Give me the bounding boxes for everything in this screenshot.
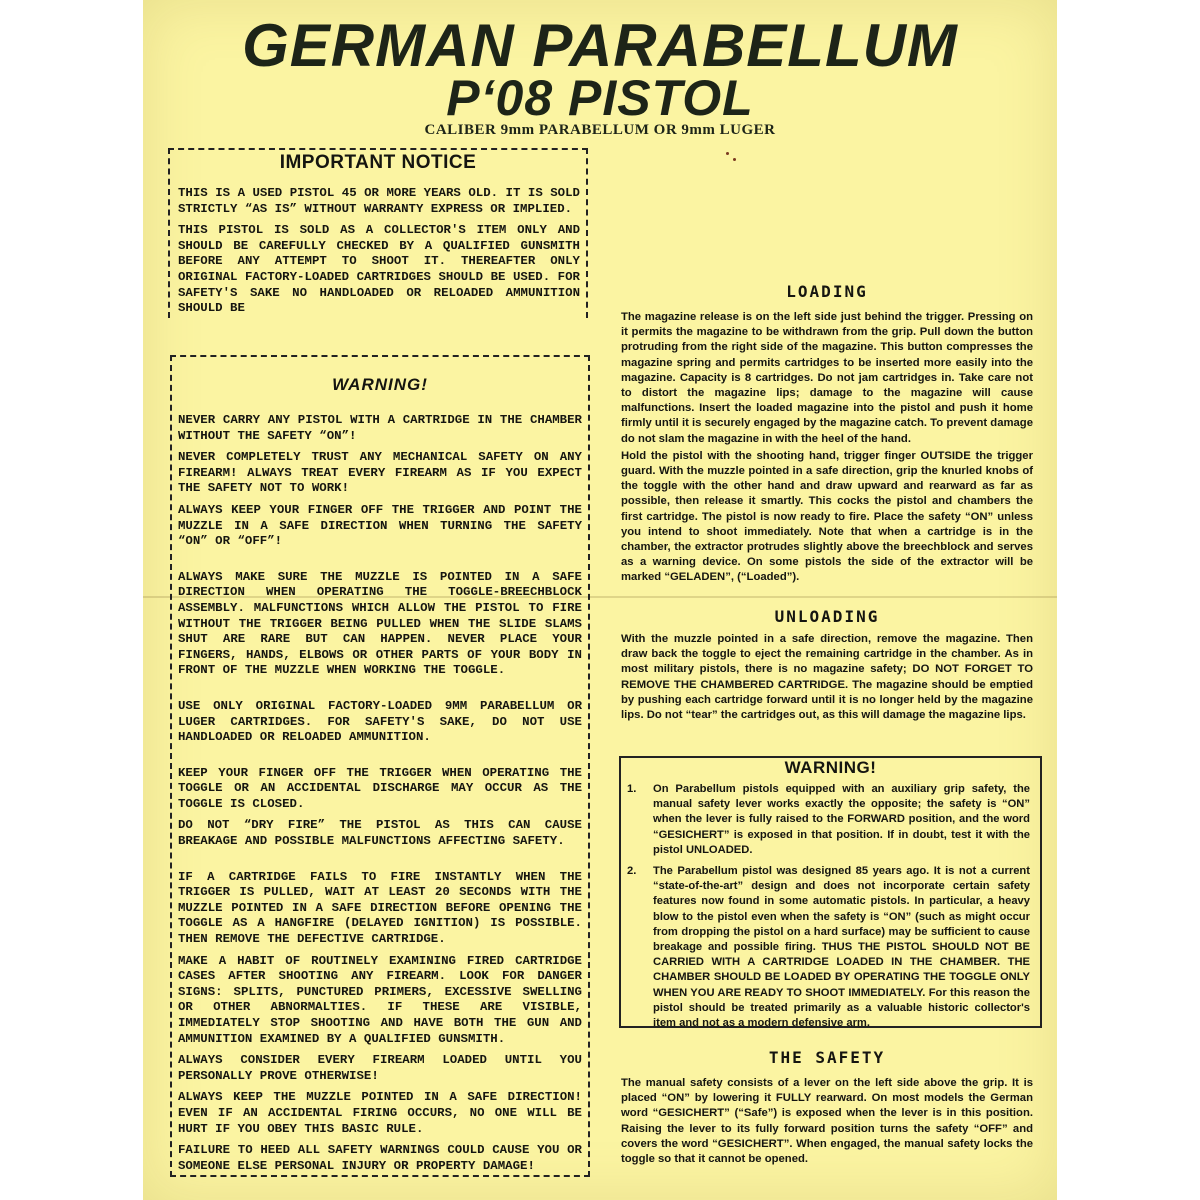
paragraph-gap [178,556,582,570]
paragraph-gap [178,856,582,870]
title-line-1: GERMAN PARABELLUM [242,12,958,79]
loading-heading: LOADING [786,282,868,301]
warning-paragraph: MAKE A HABIT OF ROUTINELY EXAMINING FIRED CARTRIDGE CASES AFTER SHOOTING ANY FIREARM. LOOK FOR DANGER SIGNS: SPLITS, PUNCTURED PRIMERS, EXCESSIVE SWELLING OR OTHER ABNORMALTIES. IF THESE ARE VISIBLE, IMMEDIATELY STOP SHOOTING AND HAVE BOTH THE GUN AND AMMUNITION EXAMINED BY A QUALIFIED GUNSMITH. [178,953,582,1046]
paragraph-gap [178,685,582,699]
item-text: On Parabellum pistols equipped with an auxiliary grip safety, the manual safety lever works exactly the opposite; the safety is “ON” when the lever is fully raised to the FORWARD position, and the word “GESICHERT” is exposed in that position. If in doubt, test it with the pistol UNLOADED. [653,783,1030,856]
warning-paragraph: NEVER CARRY ANY PISTOL WITH A CARTRIDGE IN THE CHAMBER WITHOUT THE SAFETY “ON”! [178,413,582,443]
warning-list-item [621,782,1030,858]
unloading-body [621,632,1033,725]
paragraph-gap [178,752,582,766]
notice-paragraph: THIS PISTOL IS SOLD AS A COLLECTOR'S ITEM ONLY AND SHOULD BE CAREFULLY CHECKED BY A QUALIFIED GUNSMITH BEFORE ANY ATTEMPT TO SHOOT IT. THEREAFTER ONLY ORIGINAL FACTORY-LOADED CARTRIDGES SHOULD BE USED. FOR SAFETY'S SAKE NO HANDLOADED OR RELOADED AMMUNITION SHOULD BE [178,223,580,316]
warning-list [621,782,1040,1031]
warning-paragraph: ALWAYS MAKE SURE THE MUZZLE IS POINTED IN A SAFE DIRECTION WHEN OPERATING THE TOGGLE-BREECHBLOCK ASSEMBLY. MALFUNCTIONS WHICH ALLOW THE PISTOL TO FIRE WITHOUT THE TRIGGER BEING PULLED WHEN THE SLIDE SLAMS SHUT ARE RARE BUT CAN HAPPEN. NEVER PLACE YOUR FINGERS, HANDS, ELBOWS OR OTHER PARTS OF YOUR BODY IN FRONT OF THE MUZZLE WHEN WORKING THE TOGGLE. [178,569,582,678]
warning-paragraph: DO NOT “DRY FIRE” THE PISTOL AS THIS CAN CAUSE BREAKAGE AND POSSIBLE MALFUNCTIONS AFFECTING SAFETY. [178,818,582,849]
warning-paragraph: NEVER COMPLETELY TRUST ANY MECHANICAL SAFETY ON ANY FIREARM! ALWAYS TREAT EVERY FIREARM AS IF YOU EXPECT THE SAFETY NOT TO WORK! [178,450,582,496]
warning-paragraph: IF A CARTRIDGE FAILS TO FIRE INSTANTLY WHEN THE TRIGGER IS PULLED, WAIT AT LEAST 20 SECONDS WITH THE MUZZLE POINTED IN A SAFE DIRECTION BEFORE OPENING THE TOGGLE AS A HANGFIRE (DELAYED IGNITION) IS POSSIBLE. THEN REMOVE THE DEFECTIVE CARTRIDGE. [178,869,582,947]
warning-list-item [621,864,1030,1031]
safety-paragraph: The manual safety consists of a lever on the left side above the grip. It is placed “ON” by lowering it FULLY rearward. On most models the German word “GESICHERT” (“Safe”) is exposed when the lever is in this position. Raising the lever to its fully forward position turns the safety “OFF” and covers the word “GESICHERT”. When engaged, the manual safety locks the toggle so that it cannot be opened. [621,1077,1033,1166]
warning-paragraph: ALWAYS KEEP THE MUZZLE POINTED IN A SAFE DIRECTION! EVEN IF AN ACCIDENTAL FIRING OCCURS, NO ONE WILL BE HURT IF YOU OBEY THIS BASIC RULE. [178,1090,582,1136]
warning-paragraph: ALWAYS CONSIDER EVERY FIREARM LOADED UNTIL YOU PERSONALLY PROVE OTHERWISE! [178,1053,582,1083]
caliber-subtitle: CALIBER 9mm PARABELLUM OR 9mm LUGER [424,122,776,138]
item-number: 2. [627,865,637,878]
warning-left-body [172,413,588,1174]
warning-paragraph: ALWAYS KEEP YOUR FINGER OFF THE TRIGGER AND POINT THE MUZZLE IN A SAFE DIRECTION WHEN TURNING THE SAFETY “ON” OR “OFF”! [178,502,582,549]
unloading-paragraph: With the muzzle pointed in a safe direction, remove the magazine. Then draw back the toggle to eject the remaining cartridge in the chamber. As in most military pistols, there is no magazine safety; DO NOT FORGET TO REMOVE THE CHAMBERED CARTRIDGE. The magazine should be emptied by pushing each cartridge forward until it is no longer held by the magazine lips. Do not “tear” the cartridges out, as this will damage the magazine lips. [621,633,1033,722]
notice-title: IMPORTANT NOTICE [279,152,477,173]
notice-paragraph: THIS IS A USED PISTOL 45 OR MORE YEARS OLD. IT IS SOLD STRICTLY “AS IS” WITHOUT WARRANTY EXPRESS OR IMPLIED. [178,186,580,216]
loading-paragraph: Hold the pistol with the shooting hand, trigger finger OUTSIDE the trigger guard. With the muzzle pointed in a safe direction, grip the knurled knobs of the toggle with the other hand and draw upward and rearward as far as possible, then release it smartly. This cocks the pistol and chambers the first cartridge. The pistol is now ready to fire. Place the safety “ON” unless you intend to shoot immediately. Note that when a cartridge is in the chamber, the extractor protrudes slightly above the breechblock and serves as a warning device. On some pistols the side of the extractor will be marked “GELADEN”, (“Loaded”). [621,449,1033,584]
safety-heading: THE SAFETY [768,1048,886,1067]
item-text: The Parabellum pistol was designed 85 years ago. It is not a current “state-of-the-art” design and does not incorporate certain safety features now found in some automatic pistols. In particular, a heavy blow to the pistol even when the safety is “ON” (such as might occur from dropping the pistol on a hard surface) may be sufficient to cause breakage and possible firing. THUS THE PISTOL SHOULD NOT BE CARRIED WITH A CARTRIDGE LOADED IN THE CHAMBER. THE CHAMBER SHOULD BE LOADED BY OPERATING THE TOGGLE ONLY WHEN YOU ARE READY TO SHOOT IMMEDIATELY. For this reason the pistol should be treated primarily as a valuable historic collector's item and not as a modern defensive arm. [653,865,1030,1030]
notice-body [170,186,586,317]
warning-paragraph: USE ONLY ORIGINAL FACTORY-LOADED 9MM PARABELLUM OR LUGER CARTRIDGES. FOR SAFETY'S SAKE, DO NOT USE HANDLOADED OR RELOADED AMMUNITION. [178,698,582,745]
warning-paragraph: KEEP YOUR FINGER OFF THE TRIGGER WHEN OPERATING THE TOGGLE OR AN ACCIDENTAL DISCHARGE MAY OCCUR AS THE TOGGLE IS CLOSED. [178,765,582,811]
warning-title-right: WARNING! [784,758,877,777]
loading-body [621,310,1033,588]
unloading-heading: UNLOADING [774,607,880,626]
ink-speck [733,158,736,161]
safety-body [621,1076,1033,1169]
warning-box-right [619,756,1042,1028]
important-notice-box [168,148,588,318]
ink-speck [726,152,729,155]
loading-paragraph: The magazine release is on the left side just behind the trigger. Pressing on it permits the magazine to be withdrawn from the grip. Pull down the button protruding from the right side of the magazine. This button compresses the magazine spring and permits cartridges to be inserted more easily into the magazine. Capacity is 8 cartridges. Do not jam cartridges in. Take care not to distort the magazine lips; damage to the magazine will cause malfunctions. Insert the loaded magazine into the pistol and push it home firmly until it is securely engaged by the magazine catch. To prevent damage do not slam the magazine in with the heel of the hand. [621,311,1033,445]
warning-box-left [170,355,590,1177]
title-line-2: P‘08 PISTOL [446,70,754,126]
warning-paragraph: FAILURE TO HEED ALL SAFETY WARNINGS COULD CAUSE YOU OR SOMEONE ELSE PERSONAL INJURY OR PROPERTY DAMAGE! [178,1143,582,1173]
flyer-page [143,0,1057,1200]
item-number: 1. [627,783,637,795]
warning-title-left: WARNING! [332,375,428,394]
